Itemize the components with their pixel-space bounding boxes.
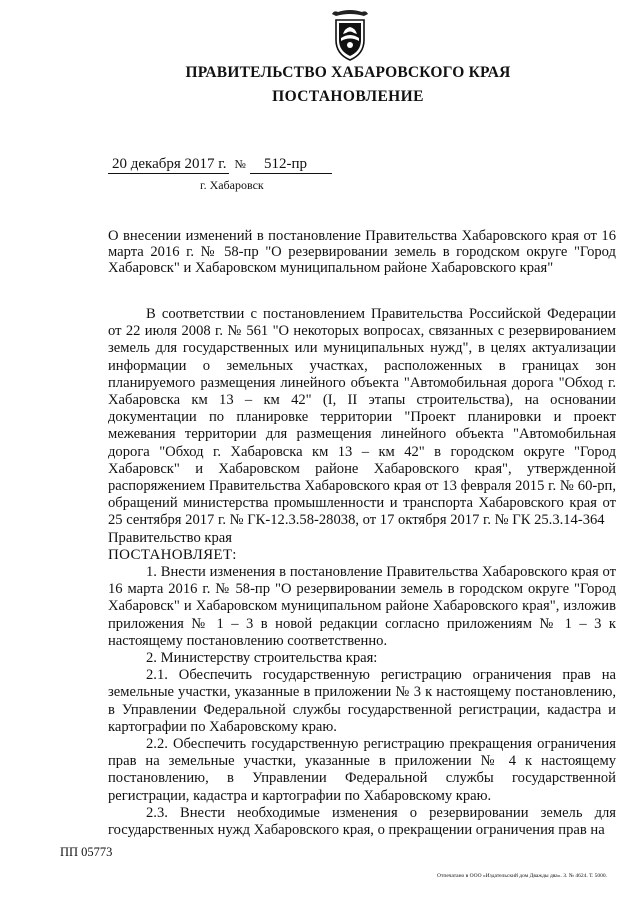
printer-imprint: Отпечатано в ООО «Издательский дом Дважды два». З. № 4624. Т. 5000. (437, 873, 608, 879)
city: г. Хабаровск (200, 178, 264, 192)
document-subject: О внесении изменений в постановление Правительства Хабаровского края от 16 марта 2016 г. № 58-пр "О резервировании земель в городском округе "Город Хабаровск" и Хабаровском муниципальном районе Хабаровского края" (108, 228, 616, 276)
resolves-heading: ПОСТАНОВЛЯЕТ: (108, 546, 237, 563)
document-type: ПОСТАНОВЛЕНИЕ (272, 88, 424, 105)
clause-2: 2. Министерству строительства края: (146, 650, 378, 667)
clause-2-2: 2.2. Обеспечить государственную регистрацию прекращения ограничения прав на земельные участки, указанные в приложении № 4 к настоящему постановлению, в Управлении Федеральной службы государственной регистрации, кадастра и картографии по Хабаровскому краю. (108, 736, 616, 804)
clause-2-1: 2.1. Обеспечить государственную регистрацию ограничения прав на земельные участки, указанные в приложении № 3 к настоящему постановлению, в Управлении Федеральной службы государственной регистрации, кадастра и картографии по Хабаровскому краю. (108, 667, 616, 735)
clause-1: 1. Внести изменения в постановление Правительства Хабаровского края от 16 марта 2016 г. № 58-пр "О резервировании земель в городском округе "Город Хабаровск" и Хабаровском муниципальном районе Хабаровского края", изложив приложения № 1 – 3 в новой редакции согласно приложениям № 1 – 3 к настоящему постановлению соответственно. (108, 564, 616, 649)
document-code: ПП 05773 (60, 845, 113, 859)
authority-title: ПРАВИТЕЛЬСТВО ХАБАРОВСКОГО КРАЯ (185, 64, 511, 81)
document-body (108, 306, 616, 839)
number-sign: № (234, 157, 246, 171)
document-number: 512-пр (250, 156, 332, 174)
clause-2-3: 2.3. Внести необходимые изменения о резервировании земель для государственных нужд Хабаровского края, о прекращении ограничения прав на (108, 804, 616, 839)
preamble-paragraph: В соответствии с постановлением Правительства Российской Федерации от 22 июля 2008 г. № 561 "О некоторых вопросах, связанных с резервированием земель для государственных или муниципальных нужд", в целях актуализации информации о земельных участках, расположенных в границах зон планируемого размещения линейного объекта "Автомобильная дорога "Обход г. Хабаровска км 13 – км 42" (I, II этапы строительства), на основании документации по планировке территории "Проект планировки и проект межевания территории для размещения линейного объекта "Автомобильная дорога "Обход г. Хабаровска км 13 – км 42" в городском округе "Город Хабаровск" и Хабаровском районе Хабаровского края", утвержденной распоряжением Правительства Хабаровского края от 13 февраля 2015 г. № 60-рп, обращений министерства промышленности и транспорта Хабаровского края от 25 сентября 2017 г. № ГК-12.3.58-28038, от 17 октября 2017 г. № ГК 25.3.14-364 (108, 306, 616, 529)
document-date: 20 декабря 2017 г. (108, 156, 229, 174)
date-number-line (108, 156, 332, 174)
coat-of-arms-icon (328, 8, 372, 62)
government-line: Правительство края (108, 529, 232, 546)
